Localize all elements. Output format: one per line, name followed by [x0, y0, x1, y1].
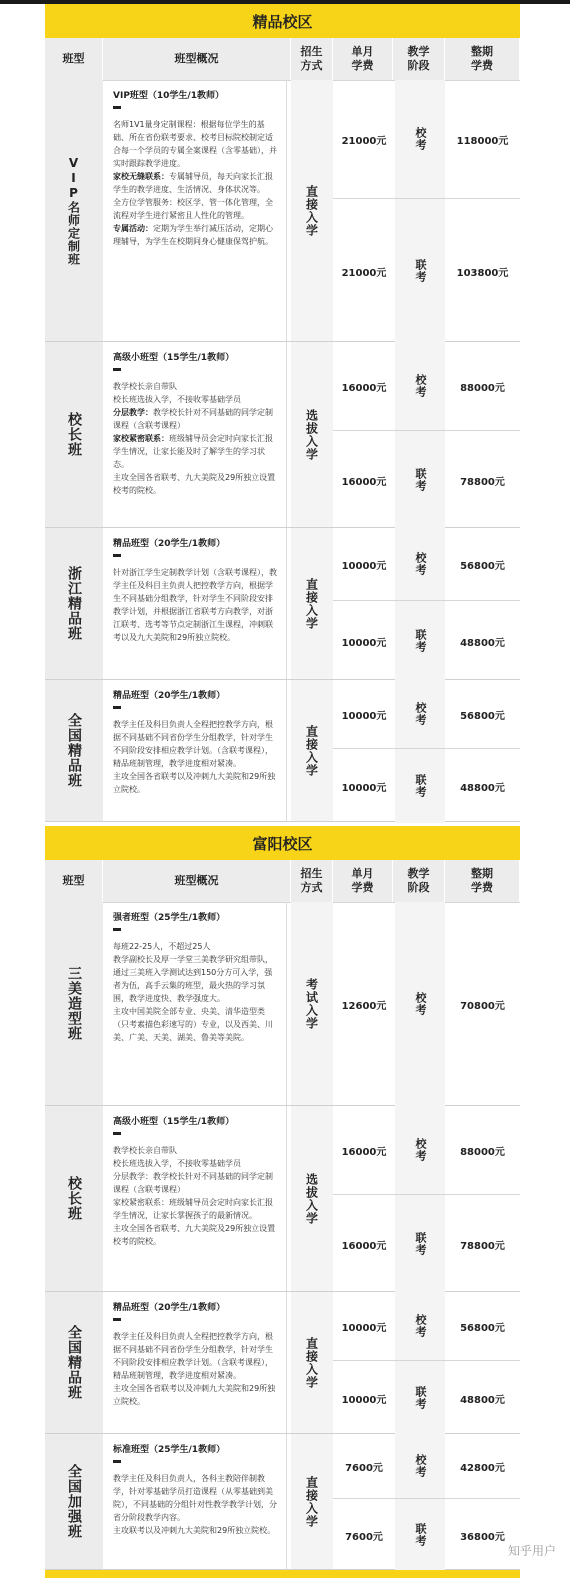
header-stage: 教学 阶段 — [393, 38, 445, 80]
stage-cell — [395, 199, 445, 343]
admission-method: 直接入学 — [304, 577, 319, 630]
fee-row — [333, 680, 520, 748]
table-header — [45, 860, 520, 903]
overview-line: 名师1V1量身定制课程：根据每位学生的基础、所在省份联考要求、校考目标院校制定适合每一个学员的专属全案课程（含零基础），并实时跟踪教学进度。 — [113, 120, 277, 168]
title-dash — [113, 106, 121, 109]
total-fee: 70800元 — [460, 1000, 505, 1012]
monthly-fee: 16000元 — [341, 1240, 387, 1252]
total-fee: 36800元 — [460, 1531, 505, 1543]
overview-bold: 家校无缝联系： — [113, 172, 169, 181]
title-dash — [113, 706, 121, 709]
fee-row — [333, 528, 520, 600]
admission-method: 直接入学 — [304, 1475, 319, 1528]
total-fee: 56800元 — [460, 1322, 505, 1334]
overview-line: 教学校长亲自带队 — [113, 1146, 177, 1155]
stage: 联考 — [414, 1232, 427, 1256]
class-overview — [107, 528, 287, 679]
fee-row — [333, 430, 520, 529]
stage: 联考 — [414, 1386, 427, 1410]
fee-row — [333, 1292, 520, 1360]
admission-method: 考试入学 — [304, 977, 319, 1030]
stage-cell — [395, 80, 445, 198]
overview-line: 教学主任及科目负责人全程把控教学方向，根据不同基础不同省份学生分组教学，针对学生不同阶段安排相应教学计划。（含联考课程），精品班制管理，教学进度相对紧凑。 — [113, 720, 273, 768]
header-monthly-fee: 单月 学费 — [333, 860, 393, 902]
stage: 校考 — [414, 992, 427, 1016]
fee-row — [333, 1434, 520, 1498]
title-dash — [113, 928, 121, 931]
class-title: 精品班型（20学生/1教师） — [113, 1303, 226, 1313]
stage: 校考 — [414, 702, 427, 726]
campus-title: 精品校区 — [45, 4, 520, 38]
fee-row — [333, 1194, 520, 1293]
class-type: 校长班 — [66, 1176, 82, 1221]
overview-line: 专属活动：定期为学生举行减压活动，定期心理辅导，为学生在校期间身心健康保驾护航。 — [113, 224, 273, 246]
class-type: 全国精品班 — [66, 1325, 82, 1400]
stage: 校考 — [414, 1314, 427, 1338]
monthly-fee: 10000元 — [341, 1322, 387, 1334]
class-type-cell — [45, 902, 103, 1105]
stage-cell — [395, 1292, 445, 1360]
stage-cell — [395, 1434, 445, 1498]
table-header — [45, 38, 520, 81]
class-overview — [107, 1106, 287, 1291]
class-title: VIP班型（10学生/1教师） — [113, 91, 224, 101]
class-type: 三美造型班 — [66, 966, 82, 1041]
overview-line: 主攻联考以及冲刺九大美院和29所独立院校。 — [113, 1526, 276, 1535]
stage: 校考 — [414, 1138, 427, 1162]
fee-row — [333, 80, 520, 198]
title-dash — [113, 1132, 121, 1135]
stage: 联考 — [414, 259, 427, 283]
monthly-fee: 7600元 — [345, 1531, 383, 1543]
fee-row — [333, 342, 520, 430]
overview-line: 主攻中国美院全部专业、央美、清华造型类（只考素描色彩速写的）专业，以及西美、川美、广美、天美、湖美、鲁美等美院。 — [113, 1007, 273, 1042]
class-block — [45, 902, 520, 1106]
class-type-cell — [45, 1292, 103, 1433]
stage: 校考 — [414, 374, 427, 398]
stage: 联考 — [414, 629, 427, 653]
class-title: 强者班型（25学生/1教师） — [113, 913, 226, 923]
stage-cell — [395, 601, 445, 681]
overview-line: 校长班选拔入学，不接收零基础学员 — [113, 1159, 241, 1168]
admission-method-cell — [291, 680, 333, 821]
watermark: 知乎用户 — [507, 1544, 556, 1558]
admission-method: 选拔入学 — [304, 1172, 319, 1225]
header-stage: 教学 阶段 — [393, 860, 445, 902]
class-title: 精品班型（20学生/1教师） — [113, 691, 226, 701]
total-fee: 88000元 — [460, 1146, 505, 1158]
stage: 联考 — [414, 774, 427, 798]
stage-cell — [395, 1361, 445, 1435]
stage-cell — [395, 1499, 445, 1571]
overview-line: 分层教学：教学校长针对不同基础的同学定制课程（含联考课程） — [113, 408, 273, 430]
overview-line: 针对浙江学生定制教学计划（含联考课程），教学主任及科目主负责人把控教学方向，根据学生不同基础分组教学，针对学生不同阶段安排教学计划，并根据浙江省联考方向教学，对浙江联考、选考等节点定制浙江生课程，冲刺联考以及九大美院和29所独立院校。 — [113, 568, 277, 642]
class-title: 精品班型（20学生/1教师） — [113, 539, 226, 549]
class-block — [45, 1106, 520, 1292]
total-fee: 42800元 — [460, 1462, 505, 1474]
monthly-fee: 10000元 — [341, 637, 387, 649]
total-fee: 103800元 — [456, 267, 509, 279]
total-fee: 48800元 — [460, 637, 505, 649]
total-fee: 48800元 — [460, 782, 505, 794]
overview-line: 教学校长亲自带队 — [113, 382, 177, 391]
fee-row — [333, 748, 520, 823]
class-overview — [107, 342, 287, 527]
class-block — [45, 680, 520, 822]
class-block — [45, 342, 520, 528]
header-overview: 班型概况 — [103, 860, 291, 902]
total-fee: 48800元 — [460, 1394, 505, 1406]
class-block — [45, 528, 520, 680]
monthly-fee: 10000元 — [341, 1394, 387, 1406]
monthly-fee: 16000元 — [341, 476, 387, 488]
class-block — [45, 1434, 520, 1570]
class-overview — [107, 680, 287, 821]
monthly-fee: 16000元 — [341, 382, 387, 394]
class-overview — [107, 902, 287, 1105]
total-fee: 78800元 — [460, 1240, 505, 1252]
stage: 联考 — [414, 1523, 427, 1547]
overview-line: 主攻全国各省联考、九大美院及29所独立设置校考的院校。 — [113, 1224, 276, 1246]
class-type-cell — [45, 1434, 103, 1569]
monthly-fee: 21000元 — [341, 267, 387, 279]
overview-line: 主攻全国各省联考以及冲刺九大美院和29所独立院校。 — [113, 1384, 276, 1406]
monthly-fee: 7600元 — [345, 1462, 383, 1474]
header-method: 招生 方式 — [291, 860, 333, 902]
monthly-fee: 10000元 — [341, 782, 387, 794]
class-type: 全国精品班 — [66, 713, 82, 788]
total-fee: 118000元 — [456, 135, 509, 147]
stage-cell — [395, 431, 445, 529]
admission-method-cell — [291, 1434, 333, 1569]
header-overview: 班型概况 — [103, 38, 291, 80]
class-type-cell — [45, 680, 103, 821]
header-method: 招生 方式 — [291, 38, 333, 80]
header-total-fee: 整期 学费 — [445, 38, 520, 80]
total-fee: 88000元 — [460, 382, 505, 394]
stage-cell — [395, 680, 445, 748]
class-type-cell — [45, 342, 103, 527]
class-type-cell — [45, 80, 103, 341]
stage: 校考 — [414, 127, 427, 151]
admission-method-cell — [291, 528, 333, 679]
overview-line: 家校紧密联系：班级辅导员会定时向家长汇报学生情况，让家长能及时了解学生的学习状态。 — [113, 434, 273, 469]
admission-method-cell — [291, 1292, 333, 1433]
stage: 校考 — [414, 1454, 427, 1478]
class-type: 校长班 — [66, 412, 82, 457]
admission-method-cell — [291, 1106, 333, 1291]
overview-line: 主攻全国各省联考、九大美院及29所独立设置校考的院校。 — [113, 473, 276, 495]
title-dash — [113, 368, 121, 371]
admission-method: 选拔入学 — [304, 408, 319, 461]
monthly-fee: 16000元 — [341, 1146, 387, 1158]
overview-bold: 家校紧密联系： — [113, 434, 169, 443]
overview-line: 家校无缝联系：专属辅导员，每天向家长汇报学生的教学进度、生活情况、身体状况等。 — [113, 172, 273, 194]
header-monthly-fee: 单月 学费 — [333, 38, 393, 80]
overview-bold: 分层教学： — [113, 408, 153, 417]
class-overview — [107, 80, 287, 341]
header-total-fee: 整期 学费 — [445, 860, 520, 902]
total-fee: 56800元 — [460, 710, 505, 722]
title-dash — [113, 1318, 121, 1321]
class-type: VIP名师定制班 — [66, 155, 81, 266]
stage-cell — [395, 1106, 445, 1194]
admission-method-cell — [291, 342, 333, 527]
stage: 联考 — [414, 468, 427, 492]
total-fee: 56800元 — [460, 560, 505, 572]
stage-cell — [395, 528, 445, 600]
class-overview — [107, 1434, 287, 1569]
class-type-cell — [45, 528, 103, 679]
header-class: 班型 — [45, 860, 103, 902]
stage-cell — [395, 902, 445, 1106]
monthly-fee: 21000元 — [341, 135, 387, 147]
title-dash — [113, 554, 121, 557]
title-dash — [113, 1460, 121, 1463]
class-title: 高级小班型（15学生/1教师） — [113, 353, 235, 363]
fee-row — [333, 1106, 520, 1194]
class-type: 全国加强班 — [66, 1464, 82, 1539]
fee-row — [333, 1498, 520, 1571]
class-type: 浙江精品班 — [66, 566, 82, 641]
overview-line: 分层教学：教学校长针对不同基础的同学定制课程（含联考课程） — [113, 1172, 273, 1194]
class-title: 高级小班型（15学生/1教师） — [113, 1117, 235, 1127]
fee-row — [333, 198, 520, 343]
header-class: 班型 — [45, 38, 103, 80]
admission-method: 直接入学 — [304, 724, 319, 777]
overview-line: 教学主任及科目负责人，各科主教陪伴制教学，针对零基础学员打造课程（从零基础到美院），不同基础的分组针对性教学教学计划，分省分阶段教学内容。 — [113, 1474, 277, 1522]
bottom-bar — [45, 1570, 520, 1578]
stage-cell — [395, 342, 445, 430]
monthly-fee: 12600元 — [341, 1000, 387, 1012]
class-block — [45, 80, 520, 342]
overview-bold: 专属活动： — [113, 224, 153, 233]
admission-method: 直接入学 — [304, 184, 319, 237]
fee-row — [333, 600, 520, 681]
class-title: 标准班型（25学生/1教师） — [113, 1445, 226, 1455]
stage: 校考 — [414, 552, 427, 576]
monthly-fee: 10000元 — [341, 710, 387, 722]
admission-method: 直接入学 — [304, 1336, 319, 1389]
overview-line: 教学主任及科目负责人全程把控教学方向，根据不同基础不同省份学生分组教学，针对学生不同阶段安排相应教学计划。（含联考课程），精品班制管理，教学进度相对紧凑。 — [113, 1332, 273, 1380]
overview-line: 每班22-25人，不超过25人 — [113, 942, 211, 951]
admission-method-cell — [291, 902, 333, 1105]
class-type-cell — [45, 1106, 103, 1291]
total-fee: 78800元 — [460, 476, 505, 488]
overview-line: 全方位学管服务：校区学、管一体化管理，全流程对学生进行紧密且人性化的管理。 — [113, 198, 273, 220]
stage-cell — [395, 749, 445, 823]
campus-title: 富阳校区 — [45, 826, 520, 860]
overview-line: 教学副校长及厚一学堂三美教学研究组带队，通过三美班入学测试达到150分方可入学，强者为伍，高手云集的班型，最火热的学习氛围，教学进度快、教学强度大。 — [113, 955, 273, 1003]
class-overview — [107, 1292, 287, 1433]
monthly-fee: 10000元 — [341, 560, 387, 572]
fee-row — [333, 1360, 520, 1435]
overview-line: 主攻全国各省联考以及冲刺九大美院和29所独立院校。 — [113, 772, 276, 794]
fee-row — [333, 902, 520, 1106]
admission-method-cell — [291, 80, 333, 341]
class-block — [45, 1292, 520, 1434]
overview-line: 家校紧密联系：班级辅导员会定时向家长汇报学生情况，让家长掌握孩子的最新情况。 — [113, 1198, 273, 1220]
overview-line: 校长班选拔入学，不接收零基础学员 — [113, 395, 241, 404]
stage-cell — [395, 1195, 445, 1293]
